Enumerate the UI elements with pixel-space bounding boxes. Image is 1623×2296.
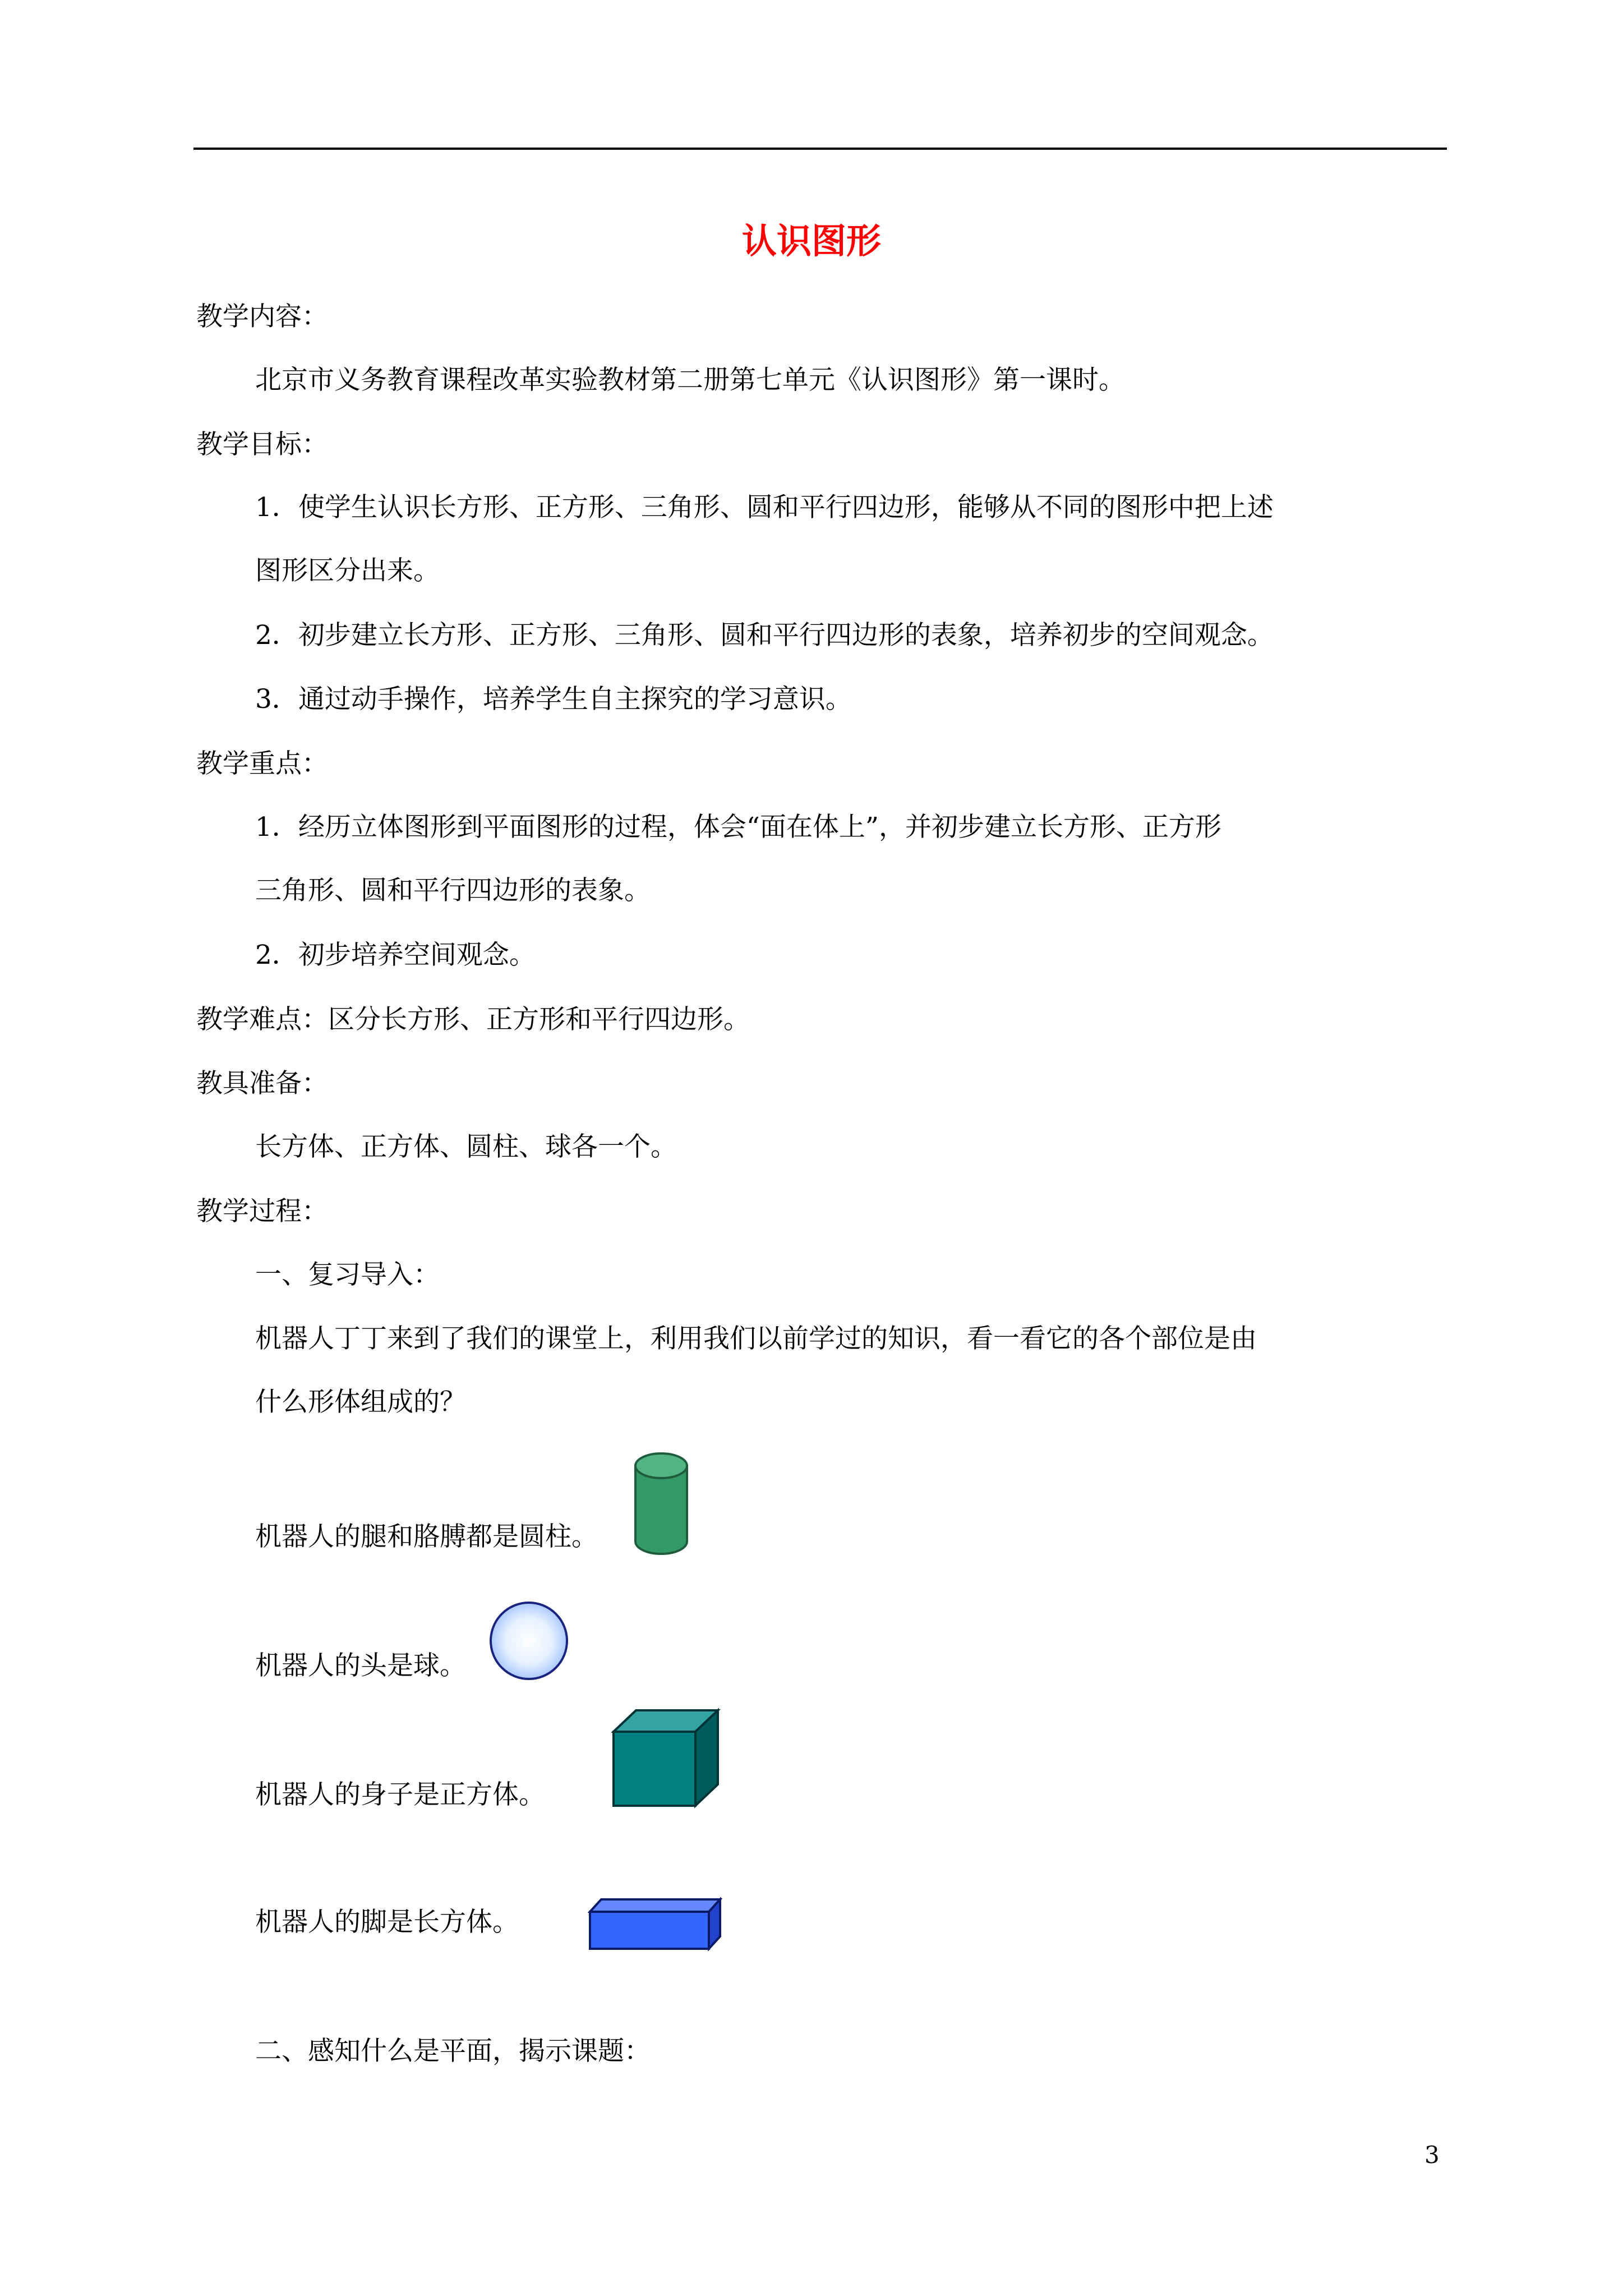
process-heading: 教学过程： — [196, 1196, 328, 1227]
tools-heading: 教具准备： — [196, 1068, 328, 1099]
content-text: 北京市义务教育课程改革实验教材第二册第七单元《认识图形》第一课时。 — [255, 365, 1125, 395]
key-point-1-line-2: 三角形、圆和平行四边形的表象。 — [255, 875, 651, 906]
page-number: 3 — [1424, 2141, 1440, 2169]
goal-2: 2．初步建立长方形、正方形、三角形、圆和平行四边形的表象，培养初步的空间观念。 — [255, 620, 1274, 651]
step-1-heading: 一、复习导入： — [255, 1259, 440, 1290]
page-title: 认识图形 — [741, 220, 881, 261]
tools-text: 长方体、正方体、圆柱、球各一个。 — [255, 1131, 677, 1162]
goal-3: 3．通过动手操作，培养学生自主探究的学习意识。 — [255, 684, 852, 715]
difficulty: 教学难点：区分长方形、正方形和平行四边形。 — [196, 1004, 750, 1035]
content-heading: 教学内容： — [196, 301, 328, 332]
cylinder-icon — [631, 1449, 693, 1561]
key-heading: 教学重点： — [196, 748, 328, 779]
step-2-heading: 二、感知什么是平面，揭示课题： — [255, 2036, 651, 2067]
goal-1-line-2: 图形区分出来。 — [255, 555, 440, 586]
step-1-line-2: 什么形体组成的？ — [255, 1387, 466, 1418]
step-1-line-1: 机器人丁丁来到了我们的课堂上，利用我们以前学过的知识，看一看它的各个部位是由 — [255, 1323, 1257, 1354]
header-rule — [193, 148, 1447, 150]
goal-1-line-1: 1．使学生认识长方形、正方形、三角形、圆和平行四边形，能够从不同的图形中把上述 — [255, 492, 1274, 523]
cube-icon — [611, 1708, 723, 1809]
cuboid-icon — [588, 1897, 722, 1951]
key-point-2: 2．初步培养空间观念。 — [255, 940, 536, 970]
goals-heading: 教学目标： — [196, 429, 328, 460]
robot-legs-text: 机器人的腿和胳膊都是圆柱。 — [255, 1521, 598, 1552]
robot-head-text: 机器人的头是球。 — [255, 1650, 466, 1681]
sphere-icon — [487, 1599, 571, 1683]
key-point-1-line-1: 1．经历立体图形到平面图形的过程，体会“面在体上”，并初步建立长方形、正方形 — [255, 812, 1221, 843]
robot-feet-text: 机器人的脚是长方体。 — [255, 1907, 519, 1938]
robot-body-text: 机器人的身子是正方体。 — [255, 1779, 545, 1810]
